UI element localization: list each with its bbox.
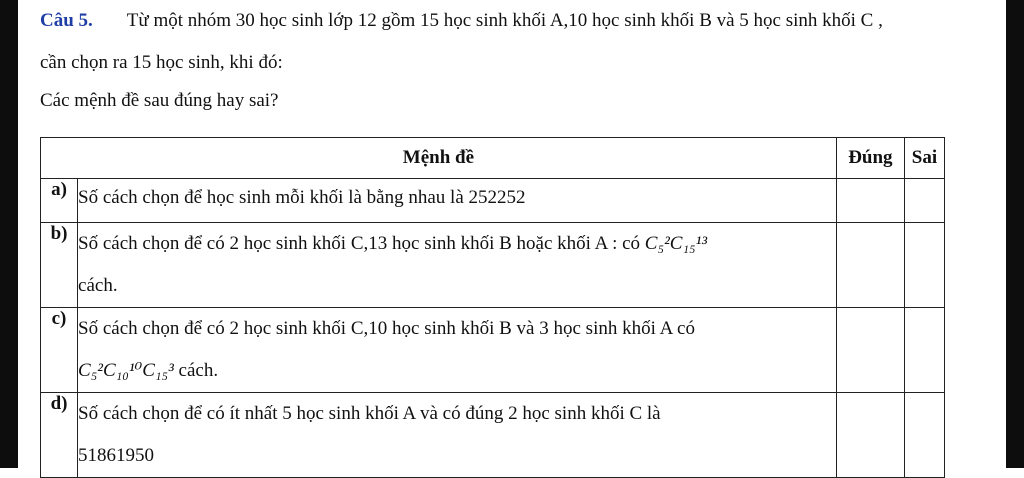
- question-line-3: Các mệnh đề sau đúng hay sai?: [40, 90, 279, 111]
- table-header-row: [41, 138, 945, 179]
- table-row: [41, 308, 945, 393]
- answer-true-cell[interactable]: [836, 223, 904, 308]
- formula: C₅²C₁₀¹⁰C₁₅³: [78, 360, 174, 381]
- row-letter: a): [41, 179, 78, 223]
- table-row: [41, 393, 945, 478]
- table-row: [41, 223, 945, 308]
- question-line-1: [40, 10, 883, 32]
- row-statement: [78, 308, 837, 393]
- answer-false-cell[interactable]: [904, 223, 944, 308]
- answer-true-cell[interactable]: [836, 393, 904, 478]
- row-statement: [78, 393, 837, 478]
- answer-true-cell[interactable]: [836, 179, 904, 223]
- right-dark-edge: [1006, 0, 1024, 468]
- statements-table: [40, 137, 945, 478]
- answer-false-cell[interactable]: [904, 308, 944, 393]
- left-dark-edge: [0, 0, 18, 468]
- header-statement: Mệnh đề: [41, 138, 837, 179]
- statement-text: Số cách chọn để có 2 học sinh khối C,13 học sinh khối B hoặc khối A : có: [78, 233, 641, 254]
- question-text-1: Từ một nhóm 30 học sinh lớp 12 gồm 15 học sinh khối A,10 học sinh khối B và 5 học sinh khối C ,: [126, 10, 883, 31]
- statement-text-2: cách.: [178, 360, 219, 381]
- statement-text: Số cách chọn để học sinh mỗi khối là bằng nhau là 252252: [78, 187, 526, 208]
- header-true: Đúng: [836, 138, 904, 179]
- answer-true-cell[interactable]: [836, 308, 904, 393]
- row-letter: c): [41, 308, 78, 393]
- statement-text-2: cách.: [78, 275, 118, 296]
- row-letter: d): [41, 393, 78, 478]
- answer-false-cell[interactable]: [904, 179, 944, 223]
- statement-text: Số cách chọn để có ít nhất 5 học sinh khối A và có đúng 2 học sinh khối C là: [78, 403, 661, 424]
- header-false: Sai: [904, 138, 944, 179]
- row-statement: [78, 223, 837, 308]
- formula: C₅²C₁₅¹³: [644, 233, 708, 254]
- row-statement: [78, 179, 837, 223]
- table-row: [41, 179, 945, 223]
- question-line-2: cần chọn ra 15 học sinh, khi đó:: [40, 52, 283, 73]
- statement-text-2: 51861950: [78, 445, 155, 466]
- answer-false-cell[interactable]: [904, 393, 944, 478]
- statement-text: Số cách chọn để có 2 học sinh khối C,10 học sinh khối B và 3 học sinh khối A có: [78, 318, 695, 339]
- row-letter: b): [41, 223, 78, 308]
- question-label: Câu 5.: [40, 10, 93, 31]
